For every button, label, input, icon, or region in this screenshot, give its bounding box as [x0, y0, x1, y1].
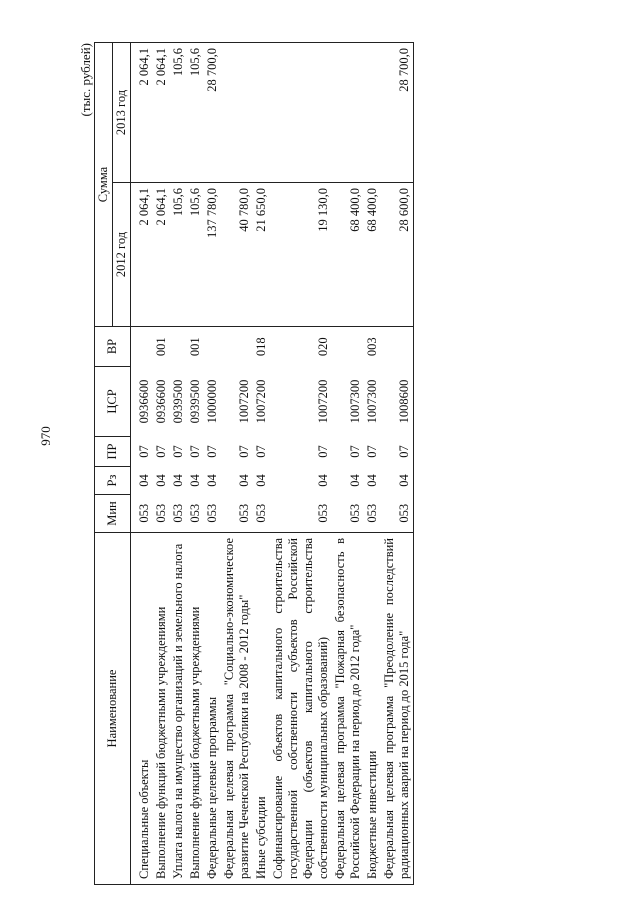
row-name: Федеральные целевые программы [204, 533, 221, 885]
row-2012: 2 064,1 [153, 183, 170, 327]
row-pr: 07 [254, 445, 268, 458]
row-2013: 2 064,1 [131, 43, 154, 183]
row-min: 053 [153, 495, 170, 533]
table-row [381, 43, 414, 885]
row-pr: 07 [154, 445, 168, 458]
row-vr: 020 [316, 337, 330, 357]
row-2012: 68 400,0 [364, 183, 381, 327]
row-name: Выполнение функций бюджетными учреждениями [187, 533, 204, 885]
row-2013: 2 064,1 [153, 43, 170, 183]
row-2012: 137 780,0 [204, 183, 221, 327]
units-label: (тыс. рублей) [78, 43, 93, 117]
row-min: 053 [253, 495, 270, 533]
row-2013: 28 700,0 [204, 43, 221, 183]
row-min: 053 [170, 495, 187, 533]
row-pr: 07 [205, 445, 219, 458]
row-2012: 19 130,0 [270, 183, 332, 327]
row-min: 053 [381, 495, 414, 533]
row-min: 053 [270, 495, 332, 533]
row-min: 053 [221, 495, 253, 533]
row-pr: 07 [348, 445, 362, 458]
row-vr: 018 [254, 337, 268, 357]
row-name: Федеральная целевая программа "Пожарная безопасность в Российской Федерации на период до 2012 года" [332, 533, 364, 885]
row-vr [381, 327, 414, 367]
header-csr: ЦСР [95, 367, 131, 437]
row-2012: 105,6 [170, 183, 187, 327]
row-rz: 04 [137, 474, 151, 487]
row-csr: 1000000 [205, 379, 219, 424]
header-sum: Сумма [95, 43, 113, 327]
table-row [204, 43, 221, 885]
row-csr: 0936600 [137, 379, 151, 424]
table-row [270, 43, 332, 885]
header-2013: 2013 год [113, 43, 131, 183]
row-2013: 105,6 [170, 43, 187, 183]
row-vr: 001 [154, 337, 168, 357]
row-pr: 07 [188, 445, 202, 458]
row-2012: 40 780,0 [221, 183, 253, 327]
row-csr: 0939500 [188, 379, 202, 424]
rotated-page [78, 35, 608, 885]
row-name: Федеральная целевая программа "Преодоление последствий радиационных аварий на период до 2015 года" [381, 533, 414, 885]
row-pr: 07 [381, 437, 414, 467]
row-2013 [332, 43, 364, 183]
row-2013 [364, 43, 381, 183]
row-rz: 04 [237, 474, 251, 487]
table-row [153, 43, 170, 885]
table-row [364, 43, 381, 885]
row-2013 [270, 43, 332, 183]
header-pr: ПР [95, 437, 131, 467]
row-rz: 04 [365, 474, 379, 487]
row-csr: 1007300 [365, 379, 379, 424]
row-vr [332, 327, 364, 367]
row-2012: 21 650,0 [253, 183, 270, 327]
row-name: Специальные объекты [131, 533, 154, 885]
row-pr: 07 [316, 445, 330, 458]
row-rz: 04 [188, 474, 202, 487]
header-min: Мин [95, 495, 131, 533]
row-vr [221, 327, 253, 367]
row-csr: 1007200 [316, 379, 330, 424]
row-name: Федеральная целевая программа "Социально-экономическое развитие Чеченской Республики на 2008 - 2012 годы" [221, 533, 253, 885]
row-2013 [221, 43, 253, 183]
page-number: 970 [37, 426, 53, 446]
row-2013 [253, 43, 270, 183]
row-rz: 04 [348, 474, 362, 487]
row-min: 053 [187, 495, 204, 533]
row-name: Софинансирование объектов капитального строительства государственной собственности субъектов Российской Федерации (объектов капитального строительства собственности муниципальных образований) [270, 533, 332, 885]
table-row [187, 43, 204, 885]
header-rz: Рз [95, 467, 131, 495]
row-vr [204, 327, 221, 367]
row-csr: 1007300 [348, 379, 362, 424]
row-csr: 1008600 [381, 367, 414, 437]
row-rz: 04 [205, 474, 219, 487]
row-csr: 1007200 [237, 379, 251, 424]
row-csr: 0939500 [171, 379, 185, 424]
row-2012: 28 600,0 [381, 183, 414, 327]
row-name: Выполнение функций бюджетными учреждениями [153, 533, 170, 885]
row-2012: 105,6 [187, 183, 204, 327]
header-vr: ВР [95, 327, 131, 367]
table-row [170, 43, 187, 885]
row-2012: 2 064,1 [131, 183, 154, 327]
row-vr: 003 [365, 337, 379, 357]
row-vr [131, 327, 154, 367]
row-rz: 04 [154, 474, 168, 487]
table-row [131, 43, 154, 885]
row-rz: 04 [171, 474, 185, 487]
row-pr: 07 [365, 445, 379, 458]
table-row [253, 43, 270, 885]
row-name: Бюджетные инвестиции [364, 533, 381, 885]
row-2013: 28 700,0 [381, 43, 414, 183]
row-vr [170, 327, 187, 367]
row-name: Уплата налога на имущество организаций и земельного налога [170, 533, 187, 885]
header-name: Наименование [95, 533, 131, 885]
budget-table [94, 42, 414, 885]
row-csr: 1007200 [254, 379, 268, 424]
row-name: Иные субсидии [253, 533, 270, 885]
table-row [221, 43, 253, 885]
row-csr: 0936600 [154, 379, 168, 424]
table-row [332, 43, 364, 885]
row-min: 053 [364, 495, 381, 533]
row-pr: 07 [137, 445, 151, 458]
row-min: 053 [332, 495, 364, 533]
row-rz: 04 [254, 474, 268, 487]
row-pr: 07 [237, 445, 251, 458]
row-min: 053 [204, 495, 221, 533]
row-pr: 07 [171, 445, 185, 458]
row-2012: 68 400,0 [332, 183, 364, 327]
row-rz: 04 [316, 474, 330, 487]
row-min: 053 [131, 495, 154, 533]
row-2013: 105,6 [187, 43, 204, 183]
header-2012: 2012 год [113, 183, 131, 327]
row-rz: 04 [381, 467, 414, 495]
row-vr: 001 [188, 337, 202, 357]
